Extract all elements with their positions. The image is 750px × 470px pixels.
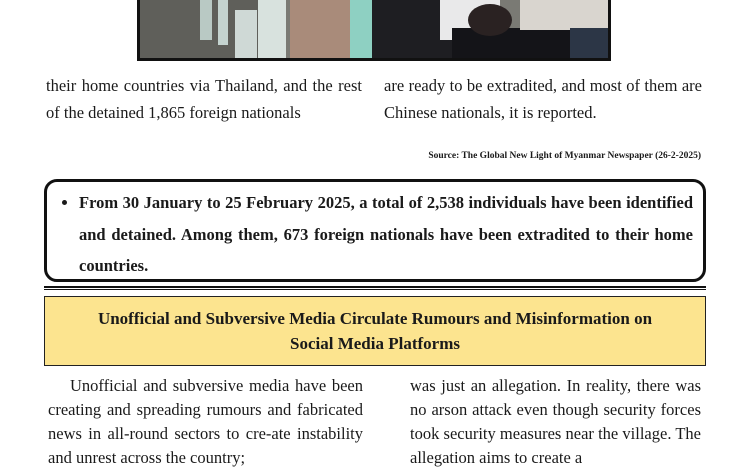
article-column-right-bottom <box>410 374 701 470</box>
news-photo <box>137 0 611 61</box>
article-column-left-top <box>46 72 362 126</box>
source-citation: Source: The Global New Light of Myanmar Newspaper (26-2-2025) <box>428 151 701 161</box>
article-headline <box>44 296 706 366</box>
paragraph-right-bottom: was just an allegation. In reality, there was no arson attack even though security forces took security measures near the village. The allegation aims to create a <box>410 376 701 467</box>
article-column-right-top <box>384 72 702 126</box>
photo-of-detained-individuals-icon <box>140 0 611 61</box>
headline-line-1: Unofficial and Subversive Media Circulate Rumours and Misinformation on <box>97 309 653 328</box>
section-divider-thin <box>44 289 706 290</box>
section-divider <box>44 286 706 288</box>
paragraph-left-top: their home countries via Thailand, and the rest of the detained 1,865 foreign nationals <box>46 76 362 122</box>
highlight-list <box>57 187 693 282</box>
article-column-left-bottom <box>48 374 363 470</box>
paragraph-left-bottom: Unofficial and subversive media have been creating and spreading rumours and fabricated news in all-round sectors to cre-ate instability and unrest across the country; <box>48 376 363 467</box>
headline-line-2: Social Media Platforms <box>290 334 460 353</box>
highlight-bullet: • From 30 January to 25 February 2025, a total of 2,538 individuals have been identified and detained. Among them, 673 foreign nationals have been extradited to their home countries. <box>79 187 693 282</box>
paragraph-right-top: are ready to be extradited, and most of them are Chinese nationals, it is reported. <box>384 76 702 122</box>
highlight-box <box>44 179 706 282</box>
